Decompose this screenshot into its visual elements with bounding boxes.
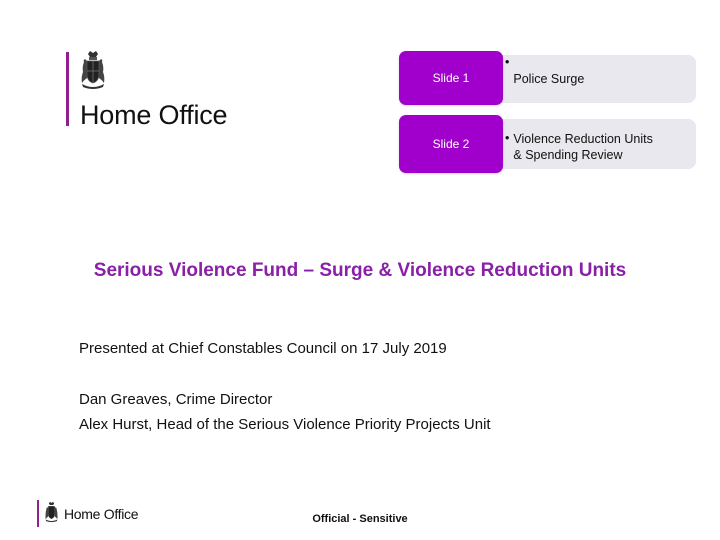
- bullet: •: [505, 55, 510, 69]
- logo-text: Home Office: [80, 100, 228, 130]
- logo-bar: [66, 52, 69, 126]
- slide-nav-item-2[interactable]: [399, 115, 696, 175]
- slide-2-content: [489, 119, 696, 169]
- bullet: •: [505, 131, 510, 145]
- presented-at-text: Presented at Chief Constables Council on 17 July 2019: [79, 340, 447, 357]
- footer-logo-text: Home Office: [64, 506, 139, 522]
- slide-2-line-1: Violence Reduction Units: [513, 132, 653, 146]
- presenter-1: Dan Greaves, Crime Director: [79, 391, 273, 408]
- presenter-2: Alex Hurst, Head of the Serious Violence Priority Projects Unit: [79, 416, 491, 433]
- slide-1-content: [489, 55, 696, 103]
- classification-label: Official - Sensitive: [312, 513, 408, 525]
- presentation-title: Serious Violence Fund – Surge & Violence Reduction Units: [93, 260, 627, 281]
- slide-1-tab[interactable]: Slide 1: [399, 51, 503, 105]
- header-logo: [66, 50, 246, 130]
- slide-nav-item-1[interactable]: [399, 51, 696, 107]
- slide-2-line-2: & Spending Review: [513, 148, 623, 162]
- slide-2-tab[interactable]: Slide 2: [399, 115, 503, 173]
- slide-2-description: [513, 131, 652, 163]
- slide-1-description: Police Surge: [513, 72, 585, 86]
- royal-crest-icon: [79, 50, 107, 90]
